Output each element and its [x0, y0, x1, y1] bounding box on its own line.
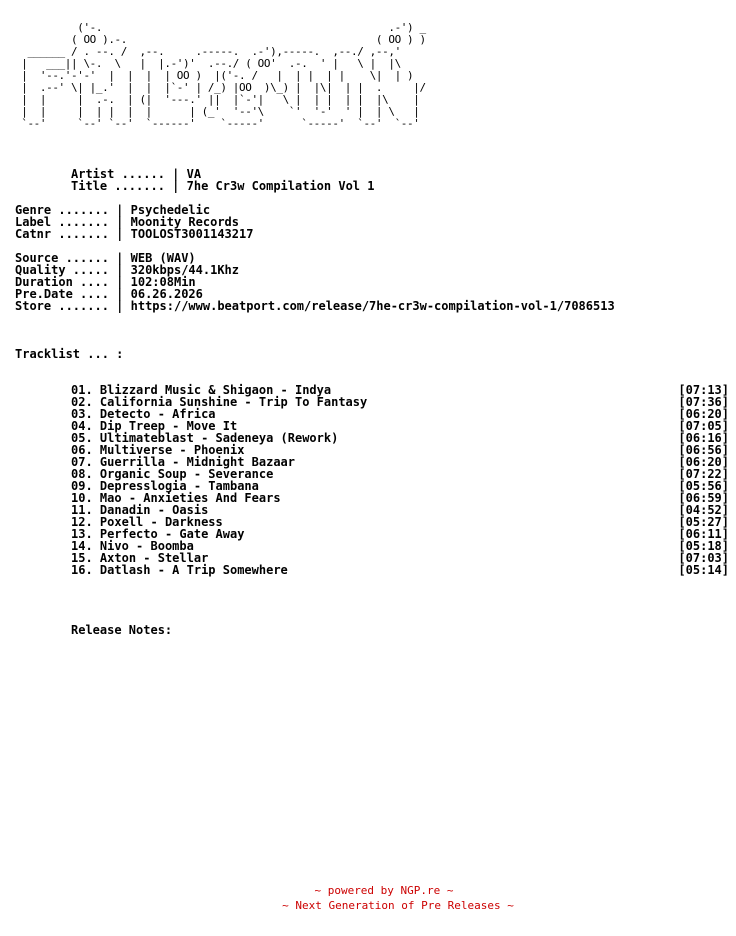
- info-artist-value: VA: [186, 167, 202, 181]
- track-duration: [07:36]: [678, 395, 729, 409]
- track-duration: [07:05]: [678, 419, 729, 433]
- track-number: 01.: [71, 383, 93, 397]
- track-title: Perfecto - Gate Away: [99, 527, 245, 541]
- track-duration: [06:16]: [678, 431, 729, 445]
- track-title: Multiverse - Phoenix: [99, 443, 245, 457]
- track-duration: [06:20]: [678, 455, 729, 469]
- track-duration: [05:14]: [678, 563, 729, 577]
- track-number: 02.: [71, 395, 93, 409]
- info-genre-key: Genre .......: [15, 203, 109, 217]
- track-number: 14.: [71, 539, 93, 553]
- track-duration: [06:59]: [678, 491, 729, 505]
- separator: |: [116, 263, 124, 277]
- footer-powered-by: ~ powered by NGP.re ~: [314, 884, 454, 897]
- track-title: Nivo - Boomba: [99, 539, 194, 553]
- separator: |: [116, 227, 124, 241]
- track-number: 09.: [71, 479, 93, 493]
- info-predate-value: 06.26.2026: [130, 287, 203, 301]
- info-predate-key: Pre.Date ....: [15, 287, 109, 301]
- track-title: Depresslogia - Tambana: [99, 479, 259, 493]
- track-duration: [06:20]: [678, 407, 729, 421]
- track-title: Dip Treep - Move It: [99, 419, 238, 433]
- track-title: Danadin - Oasis: [99, 503, 209, 517]
- track-duration: [07:03]: [678, 551, 729, 565]
- track-title-group: [71, 564, 288, 576]
- track-number: 11.: [71, 503, 93, 517]
- separator: |: [172, 179, 180, 193]
- track-number: 03.: [71, 407, 93, 421]
- separator: |: [116, 287, 124, 301]
- track-title: California Sunshine - Trip To Fantasy: [99, 395, 368, 409]
- info-label-value: Moonity Records: [130, 215, 239, 229]
- info-title-value: 7he Cr3w Compilation Vol 1: [186, 179, 375, 193]
- info-duration-key: Duration ....: [15, 275, 109, 289]
- track-duration: [04:52]: [678, 503, 729, 517]
- separator: |: [116, 275, 124, 289]
- release-notes-label: Release Notes:: [71, 623, 173, 637]
- info-duration-value: 102:08Min: [130, 275, 196, 289]
- track-number: 12.: [71, 515, 93, 529]
- info-quality-value: 320kbps/44.1Khz: [130, 263, 239, 277]
- info-title-key: Title .......: [71, 179, 165, 193]
- track-number: 10.: [71, 491, 93, 505]
- track-number: 06.: [71, 443, 93, 457]
- track-duration: [05:18]: [678, 539, 729, 553]
- track-title: Poxell - Darkness: [99, 515, 223, 529]
- track-number: 15.: [71, 551, 93, 565]
- track-title: Detecto - Africa: [99, 407, 216, 421]
- track-duration: [05:27]: [678, 515, 729, 529]
- separator: |: [116, 215, 124, 229]
- footer-tagline: ~ Next Generation of Pre Releases ~: [282, 899, 514, 912]
- ascii-logo: ('-. .-') _ ( OO ).-. ( OO ) ) ______ / . --. / ,--. .-----. .-'),-----. ,--./ ,--,' | ___|| \-. \ | |.-')' .--./ ( OO' .-. ' | \ | |\ | '--.'-'-' | | | | OO ) |('-. / | | | | | \| | ) | .--' \| |_.' | | |`-' | /_) |OO )\_) | |\| | | . |/ | | | .-. | (| '---.' || |`-'| \ | | | | | |\ | | | | | | | | | (_' '--'\ `' '-' ' | | \ | `--' `--' `--' `------' `-----' `-----' `--' `--': [21, 21, 426, 130]
- track-duration: [07:22]: [678, 467, 729, 481]
- track-number: 05.: [71, 431, 93, 445]
- info-title-row: [71, 180, 374, 192]
- track-number: 13.: [71, 527, 93, 541]
- info-catnr-key: Catnr .......: [15, 227, 109, 241]
- separator: |: [116, 299, 124, 313]
- track-title: Guerrilla - Midnight Bazaar: [99, 455, 295, 469]
- track-duration: [05:56]: [678, 479, 729, 493]
- track-duration: [06:11]: [678, 527, 729, 541]
- track-title: Blizzard Music & Shigaon - Indya: [99, 383, 332, 397]
- info-store-key: Store .......: [15, 299, 109, 313]
- track-title: Ultimateblast - Sadeneya (Rework): [99, 431, 339, 445]
- track-title: Mao - Anxieties And Fears: [99, 491, 281, 505]
- separator: |: [172, 167, 180, 181]
- track-title: Datlash - A Trip Somewhere: [99, 563, 288, 577]
- tracklist-label: Tracklist ... :: [15, 347, 124, 361]
- track-number: 04.: [71, 419, 93, 433]
- separator: |: [116, 203, 124, 217]
- track-title: Organic Soup - Severance: [99, 467, 274, 481]
- track-number: 07.: [71, 455, 93, 469]
- track-duration: [06:56]: [678, 443, 729, 457]
- track-number: 08.: [71, 467, 93, 481]
- info-label-key: Label .......: [15, 215, 109, 229]
- track-row: [71, 564, 729, 576]
- info-store-link[interactable]: https://www.beatport.com/release/7he-cr3w-compilation-vol-1/7086513: [130, 299, 615, 313]
- info-quality-key: Quality .....: [15, 263, 109, 277]
- tracklist: [71, 384, 729, 576]
- track-title: Axton - Stellar: [99, 551, 209, 565]
- track-duration: [07:13]: [678, 383, 729, 397]
- info-source-key: Source ......: [15, 251, 109, 265]
- info-genre-value: Psychedelic: [130, 203, 211, 217]
- info-catnr-value: TOOLOST3001143217: [130, 227, 254, 241]
- separator: |: [116, 251, 124, 265]
- info-store-row: [15, 300, 615, 312]
- info-catnr-row: [15, 228, 253, 240]
- info-source-value: WEB (WAV): [130, 251, 196, 265]
- info-artist-key: Artist ......: [71, 167, 165, 181]
- track-number: 16.: [71, 563, 93, 577]
